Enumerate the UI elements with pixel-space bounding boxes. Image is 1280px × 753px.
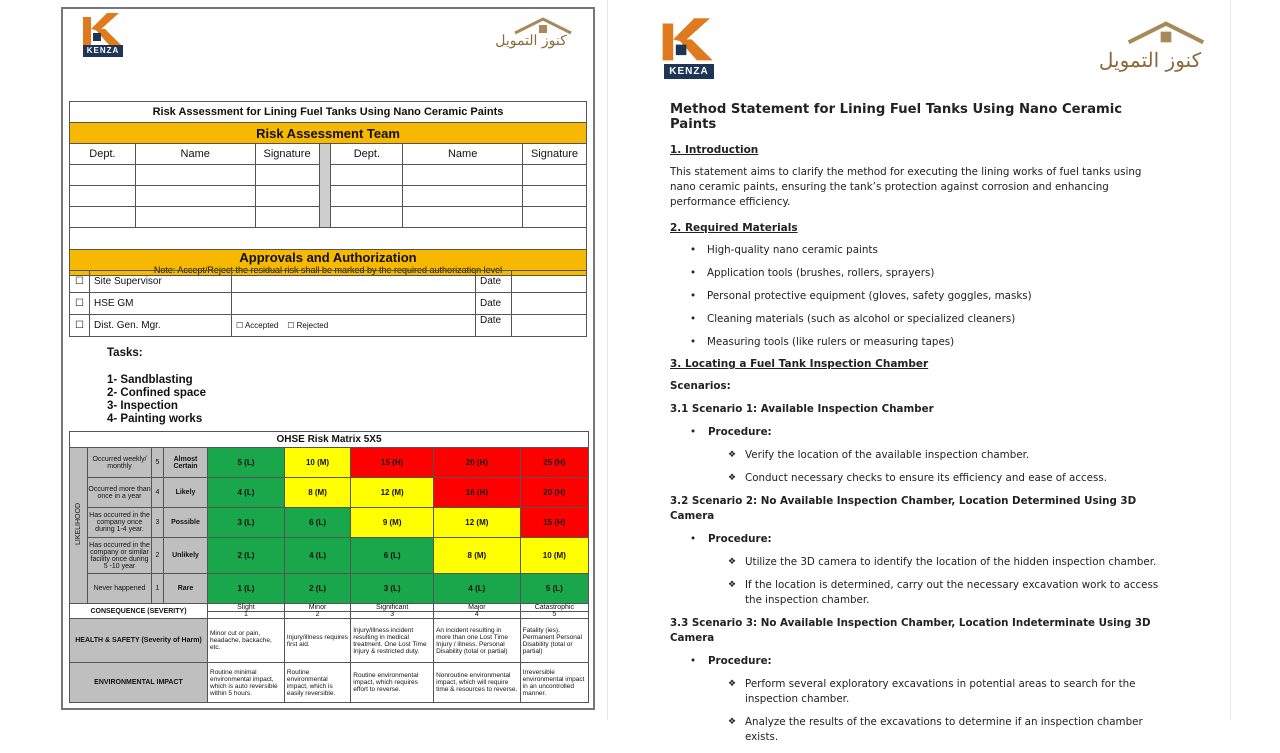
cell[interactable] xyxy=(403,165,523,186)
intro-heading: 1. Introduction xyxy=(670,144,759,156)
health-desc: Minor cut or pain, headache, backache, etc. xyxy=(208,619,285,663)
cell[interactable] xyxy=(135,165,255,186)
env-row xyxy=(70,663,589,703)
matrix-row xyxy=(70,574,589,604)
cell[interactable] xyxy=(403,207,523,228)
likelihood-num: 3 xyxy=(152,508,164,538)
approval-sign[interactable] xyxy=(232,271,476,293)
team-header: Dept. xyxy=(331,144,403,165)
separator xyxy=(319,144,331,228)
likelihood-num: 2 xyxy=(152,538,164,574)
likelihood-num: 4 xyxy=(152,478,164,508)
likelihood-num: 5 xyxy=(152,448,164,478)
team-header: Name xyxy=(135,144,255,165)
accept-reject xyxy=(232,315,476,337)
cell[interactable] xyxy=(255,186,319,207)
risk-cell: 3 (L) xyxy=(208,508,285,538)
cell[interactable] xyxy=(331,207,403,228)
likelihood-label-cell xyxy=(70,448,88,604)
cell[interactable] xyxy=(523,207,587,228)
kunooz-logo xyxy=(483,17,579,57)
scenario3-steps xyxy=(728,677,1170,745)
env-desc: Routine environmental impact, which is easily reversible. xyxy=(284,663,350,703)
risk-cell: 20 (H) xyxy=(434,448,521,478)
kunooz-logo xyxy=(1086,20,1214,82)
severity-num: 5 xyxy=(520,612,588,619)
risk-cell: 12 (M) xyxy=(351,478,434,508)
procedure-label: • Procedure: xyxy=(670,532,1170,547)
risk-assessment-team-table xyxy=(69,101,587,276)
rejected-checkbox[interactable]: ☐ xyxy=(287,321,295,330)
intro-text: This statement aims to clarify the method for executing the lining works of fuel tanks using nano ceramic paints, ensuring the tank’s protection against corrosion and enhancing performance efficiency. xyxy=(670,166,1142,208)
risk-cell: 15 (H) xyxy=(520,508,588,538)
risk-cell: 1 (L) xyxy=(208,574,285,604)
matrix-row xyxy=(70,478,589,508)
roof-icon xyxy=(1126,20,1206,46)
kenza-k-icon xyxy=(660,14,718,62)
list-item: ❖ Perform several exploratory excavations in potential areas to search for the inspection chamber. xyxy=(728,677,1170,707)
likelihood-level: Rare xyxy=(164,574,208,604)
risk-cell: 6 (L) xyxy=(351,538,434,574)
tasks-title: Tasks: xyxy=(107,347,143,359)
cell[interactable] xyxy=(70,207,136,228)
kenza-logo-text: KENZA xyxy=(83,45,123,57)
method-statement-page xyxy=(607,0,1231,743)
likelihood-desc: Occurred more than once in a year xyxy=(88,478,152,508)
env-desc: Routine environmental impact, which requires effort to reverse. xyxy=(351,663,434,703)
tasks-section xyxy=(107,347,206,426)
checkbox[interactable]: ☐ xyxy=(70,293,90,315)
likelihood-num: 1 xyxy=(152,574,164,604)
health-desc: Injury/illness requires first aid. xyxy=(284,619,350,663)
severity-name: Major xyxy=(434,604,521,612)
matrix-row xyxy=(70,448,589,478)
severity-name: Significant xyxy=(351,604,434,612)
risk-cell: 2 (L) xyxy=(284,574,350,604)
likelihood-desc: Occurred weekly/ monthly xyxy=(88,448,152,478)
cell[interactable] xyxy=(331,165,403,186)
env-desc: Irreversible environmental impact in an uncontrolled manner. xyxy=(520,663,588,703)
severity-num: 1 xyxy=(208,612,285,619)
approval-date-label: Date xyxy=(476,315,512,337)
matrix-title: OHSE Risk Matrix 5X5 xyxy=(70,432,589,448)
risk-cell: 25 (H) xyxy=(520,448,588,478)
cell[interactable] xyxy=(403,186,523,207)
list-item: ❖ If the location is determined, carry out the necessary excavation work to access the inspection chamber. xyxy=(728,578,1170,608)
approvals-table xyxy=(69,270,587,337)
risk-cell: 8 (M) xyxy=(284,478,350,508)
list-item: ❖ Utilize the 3D camera to identify the location of the hidden inspection chamber. xyxy=(728,555,1170,570)
cell[interactable] xyxy=(70,186,136,207)
scenarios-label: Scenarios: xyxy=(670,380,731,392)
cell[interactable] xyxy=(255,207,319,228)
severity-num: 4 xyxy=(434,612,521,619)
procedure-label: • Procedure: xyxy=(670,425,1170,440)
scenario2-steps xyxy=(728,555,1170,608)
rejected-label: Rejected xyxy=(296,321,329,330)
risk-cell: 6 (L) xyxy=(284,508,350,538)
list-item: • Measuring tools (like rulers or measuring tapes) xyxy=(690,335,1170,350)
task-item: 1- Sandblasting xyxy=(107,374,193,386)
approval-date-label: Date xyxy=(476,271,512,293)
doc-title: Method Statement for Lining Fuel Tanks Using Nano Ceramic Paints xyxy=(670,102,1123,132)
scenario1-title: 3.1 Scenario 1: Available Inspection Chamber xyxy=(670,403,934,415)
severity-row xyxy=(70,604,589,612)
env-desc: Routine minimal environmental impact, which is auto reversible within 5 hours. xyxy=(208,663,285,703)
severity-num: 3 xyxy=(351,612,434,619)
accepted-label: Accepted xyxy=(244,321,279,330)
scenario3-title: 3.3 Scenario 3: No Available Inspection Chamber, Location Indeterminate Using 3D Camera xyxy=(670,617,1151,644)
likelihood-desc: Has occurred in the company or similar facility once during 5 -10 year xyxy=(88,538,152,574)
team-header: Signature xyxy=(523,144,587,165)
list-item: • High-quality nano ceramic paints xyxy=(690,243,1170,258)
ra-title: Risk Assessment for Lining Fuel Tanks Using Nano Ceramic Paints xyxy=(70,102,587,123)
list-item: ❖ Verify the location of the available inspection chamber. xyxy=(728,448,1170,463)
health-row xyxy=(70,619,589,663)
health-desc: Injury/illness incident resulting in medical treatment. One Lost Time Injury & restricted duty. xyxy=(351,619,434,663)
risk-matrix xyxy=(69,431,589,703)
risk-cell: 4 (L) xyxy=(208,478,285,508)
list-item: ❖ Conduct necessary checks to ensure its efficiency and ease of access. xyxy=(728,471,1170,486)
list-item: • Cleaning materials (such as alcohol or specialized cleaners) xyxy=(690,312,1170,327)
method-statement xyxy=(670,102,1170,753)
approval-sign[interactable] xyxy=(232,293,476,315)
risk-cell: 20 (H) xyxy=(520,478,588,508)
team-header: Name xyxy=(403,144,523,165)
severity-name: Slight xyxy=(208,604,285,612)
risk-cell: 9 (M) xyxy=(351,508,434,538)
health-desc: An incident resulting in more than one Lost Time Injury / illness. Personal Disability (total or partial) xyxy=(434,619,521,663)
approval-date[interactable] xyxy=(512,315,587,337)
procedure-label: • Procedure: xyxy=(670,654,1170,669)
likelihood-label: LIKELIHOOD xyxy=(75,503,82,546)
risk-cell: 8 (M) xyxy=(434,538,521,574)
kunooz-logo-text: كنوز التمويل xyxy=(495,33,567,49)
severity-name: Minor xyxy=(284,604,350,612)
health-label: HEALTH & SAFETY (Severity of Harm) xyxy=(70,619,208,663)
cell[interactable] xyxy=(331,186,403,207)
task-item: 4- Painting works xyxy=(107,413,203,425)
risk-cell: 4 (L) xyxy=(434,574,521,604)
likelihood-level: Likely xyxy=(164,478,208,508)
matrix-row xyxy=(70,508,589,538)
team-header: Signature xyxy=(255,144,319,165)
scenario1-steps xyxy=(728,448,1170,486)
checkbox[interactable]: ☐ xyxy=(70,315,90,337)
likelihood-level: Possible xyxy=(164,508,208,538)
approval-date[interactable] xyxy=(512,293,587,315)
severity-num: 2 xyxy=(284,612,350,619)
approval-role: HSE GM xyxy=(90,293,232,315)
accepted-checkbox[interactable]: ☐ xyxy=(236,321,244,330)
risk-cell: 5 (L) xyxy=(208,448,285,478)
approval-date-label: Date xyxy=(476,293,512,315)
risk-cell: 15 (H) xyxy=(351,448,434,478)
kunooz-logo-text: كنوز التمويل xyxy=(1098,48,1202,72)
list-item: ❖ Analyze the results of the excavations to determine if an inspection chamber exists. xyxy=(728,715,1170,745)
cell[interactable] xyxy=(135,207,255,228)
risk-cell: 12 (M) xyxy=(434,508,521,538)
task-item: 2- Confined space xyxy=(107,387,207,399)
task-item: 3- Inspection xyxy=(107,400,178,412)
team-header: Dept. xyxy=(70,144,136,165)
likelihood-desc: Has occurred in the company once during 1-4 year. xyxy=(88,508,152,538)
approval-role: Dist. Gen. Mgr. xyxy=(90,315,232,337)
risk-cell: 5 (L) xyxy=(520,574,588,604)
risk-cell: 4 (L) xyxy=(284,538,350,574)
risk-assessment-page xyxy=(61,7,595,710)
cell[interactable] xyxy=(135,186,255,207)
risk-cell: 10 (M) xyxy=(284,448,350,478)
likelihood-level: Almost Certain xyxy=(164,448,208,478)
severity-name: Catastrophic xyxy=(520,604,588,612)
kenza-k-icon xyxy=(81,11,125,45)
team-title: Risk Assessment Team xyxy=(70,123,587,144)
cell[interactable] xyxy=(70,165,136,186)
risk-cell: 10 (M) xyxy=(520,538,588,574)
list-item: • Personal protective equipment (gloves, safety goggles, masks) xyxy=(690,289,1170,304)
consequence-label: CONSEQUENCE (SEVERITY) xyxy=(70,604,208,619)
kenza-logo xyxy=(77,11,129,59)
env-desc: Nonroutine environmental impact, which will require time & resources to reverse. xyxy=(434,663,521,703)
materials-list xyxy=(690,243,1170,350)
risk-cell: 3 (L) xyxy=(351,574,434,604)
cell[interactable] xyxy=(523,186,587,207)
approvals-note: Note: Accept/Reject the residual risk shall be marked by the required authorization level xyxy=(153,265,503,275)
approval-role: Site Supervisor xyxy=(90,271,232,293)
matrix-row xyxy=(70,538,589,574)
risk-cell: 16 (H) xyxy=(434,478,521,508)
health-desc: Fatality (ies). Permanent Personal Disability (total or partial) xyxy=(520,619,588,663)
approval-date[interactable] xyxy=(512,271,587,293)
env-label: ENVIRONMENTAL IMPACT xyxy=(70,663,208,703)
scenario2-title: 3.2 Scenario 2: No Available Inspection Chamber, Location Determined Using 3D Camera xyxy=(670,495,1137,522)
risk-cell: 2 (L) xyxy=(208,538,285,574)
list-item: • Application tools (brushes, rollers, sprayers) xyxy=(690,266,1170,281)
kenza-logo xyxy=(656,14,720,80)
approvals-title: Approvals and Authorization xyxy=(239,250,417,265)
materials-heading: 2. Required Materials xyxy=(670,222,798,234)
likelihood-level: Unlikely xyxy=(164,538,208,574)
cell[interactable] xyxy=(255,165,319,186)
likelihood-desc: Never happened xyxy=(88,574,152,604)
cell[interactable] xyxy=(523,165,587,186)
kenza-logo-text: KENZA xyxy=(664,64,714,79)
spacer-row xyxy=(70,228,587,250)
locating-heading: 3. Locating a Fuel Tank Inspection Chamber xyxy=(670,358,929,370)
checkbox[interactable]: ☐ xyxy=(70,271,90,293)
